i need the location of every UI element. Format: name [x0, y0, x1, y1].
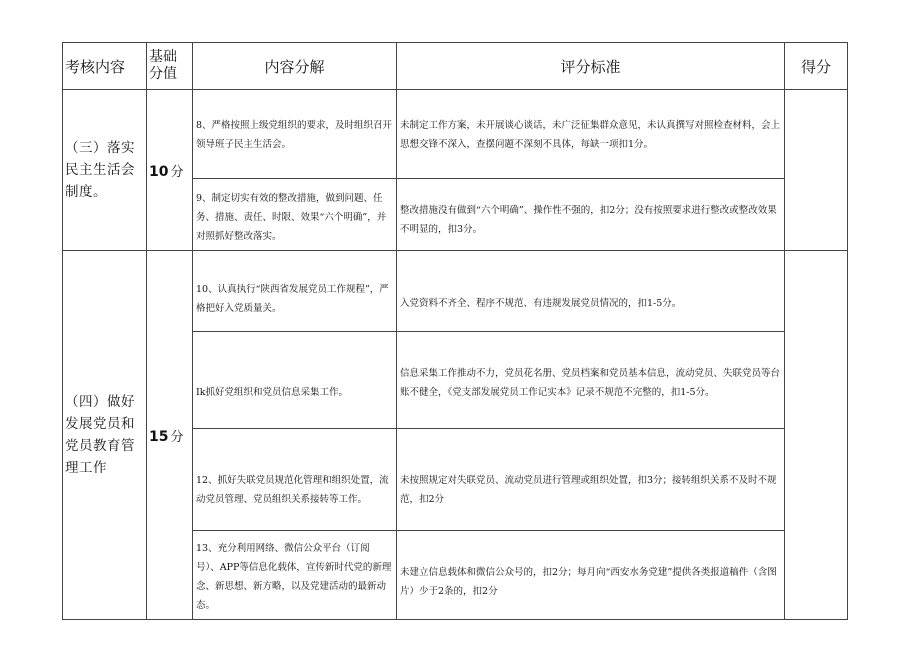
criteria-cell: 未按照规定对失联党员、流动党员进行管理或组织处置，扣3分；接转组织关系不及时不规范，扣2分	[397, 429, 785, 531]
section-base-score	[147, 251, 193, 620]
section-category: （三）落实民主生活会制度。	[63, 90, 147, 251]
header-items: 内容分解	[193, 43, 397, 90]
criteria-cell: 信息采集工作推动不力，党员花名册、党员档案和党员基本信息，流动党员、失联党员等台账不健全，《党支部发展党员工作记实本》记录不规范不完整的，扣1-5分。	[397, 332, 785, 429]
assessment-table	[62, 42, 848, 620]
header-base-line2: 分值	[149, 66, 177, 82]
header-criteria: 评分标准	[397, 43, 785, 90]
header-points: 得分	[785, 43, 848, 90]
header-base-score	[147, 43, 193, 90]
item-cell: 10、认真执行“陕西省发展党员工作规程”，严格把好入党质量关。	[193, 251, 397, 332]
header-base-line1: 基础	[149, 49, 177, 65]
item-cell: 8、严格按照上级党组织的要求，及时组织召开领导班子民主生活会。	[193, 90, 397, 179]
section-base-score	[147, 90, 193, 251]
header-category: 考核内容	[63, 43, 147, 90]
item-cell: 9、制定切实有效的整改措施，做到问题、任务、措施、责任、时限、效果“六个明确”，并对照抓好整改落实。	[193, 179, 397, 251]
header-row	[63, 43, 848, 90]
section-category: （四）做好发展党员和党员教育管理工作	[63, 251, 147, 620]
item-cell: Ik抓好党组织和党员信息采集工作。	[193, 332, 397, 429]
table-row	[63, 90, 848, 179]
table-row	[63, 251, 848, 332]
item-cell: 13、充分利用网络、微信公众平台（订阅号）、APP等信息化载体，宣传新时代党的新理念、新思想、新方略，以及党建活动的最新动态。	[193, 531, 397, 620]
criteria-cell: 入党资料不齐全、程序不规范、有违规发展党员情况的，扣1-5分。	[397, 251, 785, 332]
item-cell: 12、抓好失联党员规范化管理和组织处置，流动党员管理、党员组织关系接转等工作。	[193, 429, 397, 531]
points-cell	[785, 251, 848, 620]
points-cell	[785, 90, 848, 251]
score-unit: 分	[170, 164, 184, 180]
score-number: 15	[149, 428, 169, 445]
score-unit: 分	[170, 429, 184, 445]
score-number: 10	[149, 163, 169, 180]
criteria-cell: 未制定工作方案，未开展谈心谈话，未广泛征集群众意见，未认真撰写对照检查材料，会上思想交锋不深入，查摆问题不深刻不具体，每缺一项扣1分。	[397, 90, 785, 179]
criteria-cell: 整改措施没有做到“六个明确”、操作性不强的，扣2分；没有按照要求进行整改或整改效果不明显的，扣3分。	[397, 179, 785, 251]
criteria-cell: 未建立信息载体和微信公众号的，扣2分；每月向“西安水务党建”提供各类报道稿件（含图片）少于2条的，扣2分	[397, 531, 785, 620]
